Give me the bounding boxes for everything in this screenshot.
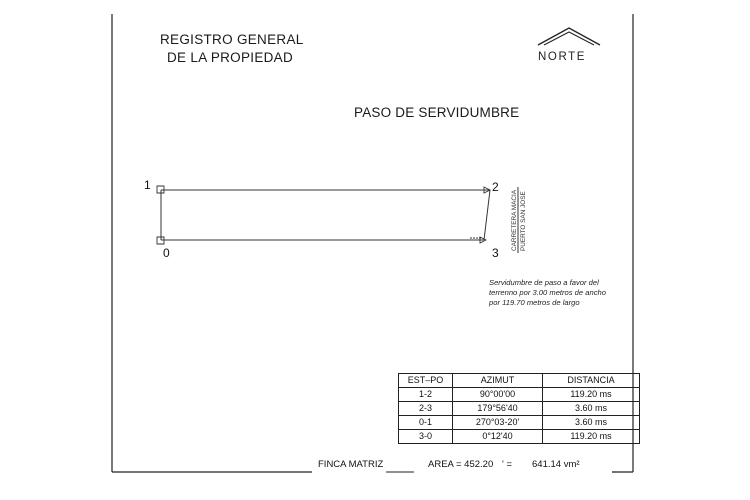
easement-note: Servidumbre de paso a favor del terrenno por 3.00 metros de ancho por 119.70 metros de largo [489, 278, 606, 307]
area-vm-value: 641.14 vm² [532, 459, 580, 470]
distance-cell: 119.20 ms [543, 388, 640, 402]
registry-title-line2: DE LA PROPIEDAD [167, 50, 294, 65]
area-separator: ' = [502, 459, 513, 470]
azimuth-cell: 179°56'40 [453, 402, 543, 416]
station-cell: 2-3 [399, 402, 453, 416]
road-annotation [509, 187, 543, 253]
distance-cell: 3.60 ms [543, 416, 640, 430]
station-cell: 0-1 [399, 416, 453, 430]
table-row [399, 388, 640, 402]
station-cell: 1-2 [399, 388, 453, 402]
azimuth-cell: 270°03-20' [453, 416, 543, 430]
col-header-distance: DISTANCIA [543, 374, 640, 388]
road-label-line1: CARRETERA MACIA [511, 189, 518, 251]
station-cell: 3-0 [399, 430, 453, 444]
table-row [399, 430, 640, 444]
vertex-label-3: 3 [492, 246, 499, 260]
vertex-label-1: 1 [144, 178, 151, 192]
finca-matriz-label: FINCA MATRIZ [318, 459, 384, 470]
road-label [511, 191, 541, 251]
survey-table-header [399, 374, 640, 388]
distance-cell: 3.60 ms [543, 402, 640, 416]
north-label: NORTE [538, 51, 587, 63]
col-header-azimuth: AZIMUT [453, 374, 543, 388]
azimuth-cell: 0°12'40 [453, 430, 543, 444]
registry-title-line1: REGISTRO GENERAL [160, 32, 304, 47]
drawing-title: PASO DE SERVIDUMBRE [354, 105, 520, 120]
boundary-2-3 [484, 190, 490, 240]
vertex-label-0: 0 [163, 246, 170, 260]
vertex-label-2: 2 [492, 180, 499, 194]
area-label: AREA = 452.20 [428, 459, 494, 470]
distance-cell: 119.20 ms [543, 430, 640, 444]
col-header-station: EST–PO [399, 374, 453, 388]
road-label-line2: PUERTO SAN JOSE [519, 191, 527, 251]
table-row [399, 416, 640, 430]
survey-table [398, 373, 640, 444]
table-row [399, 402, 640, 416]
azimuth-cell: 90°00'00 [453, 388, 543, 402]
